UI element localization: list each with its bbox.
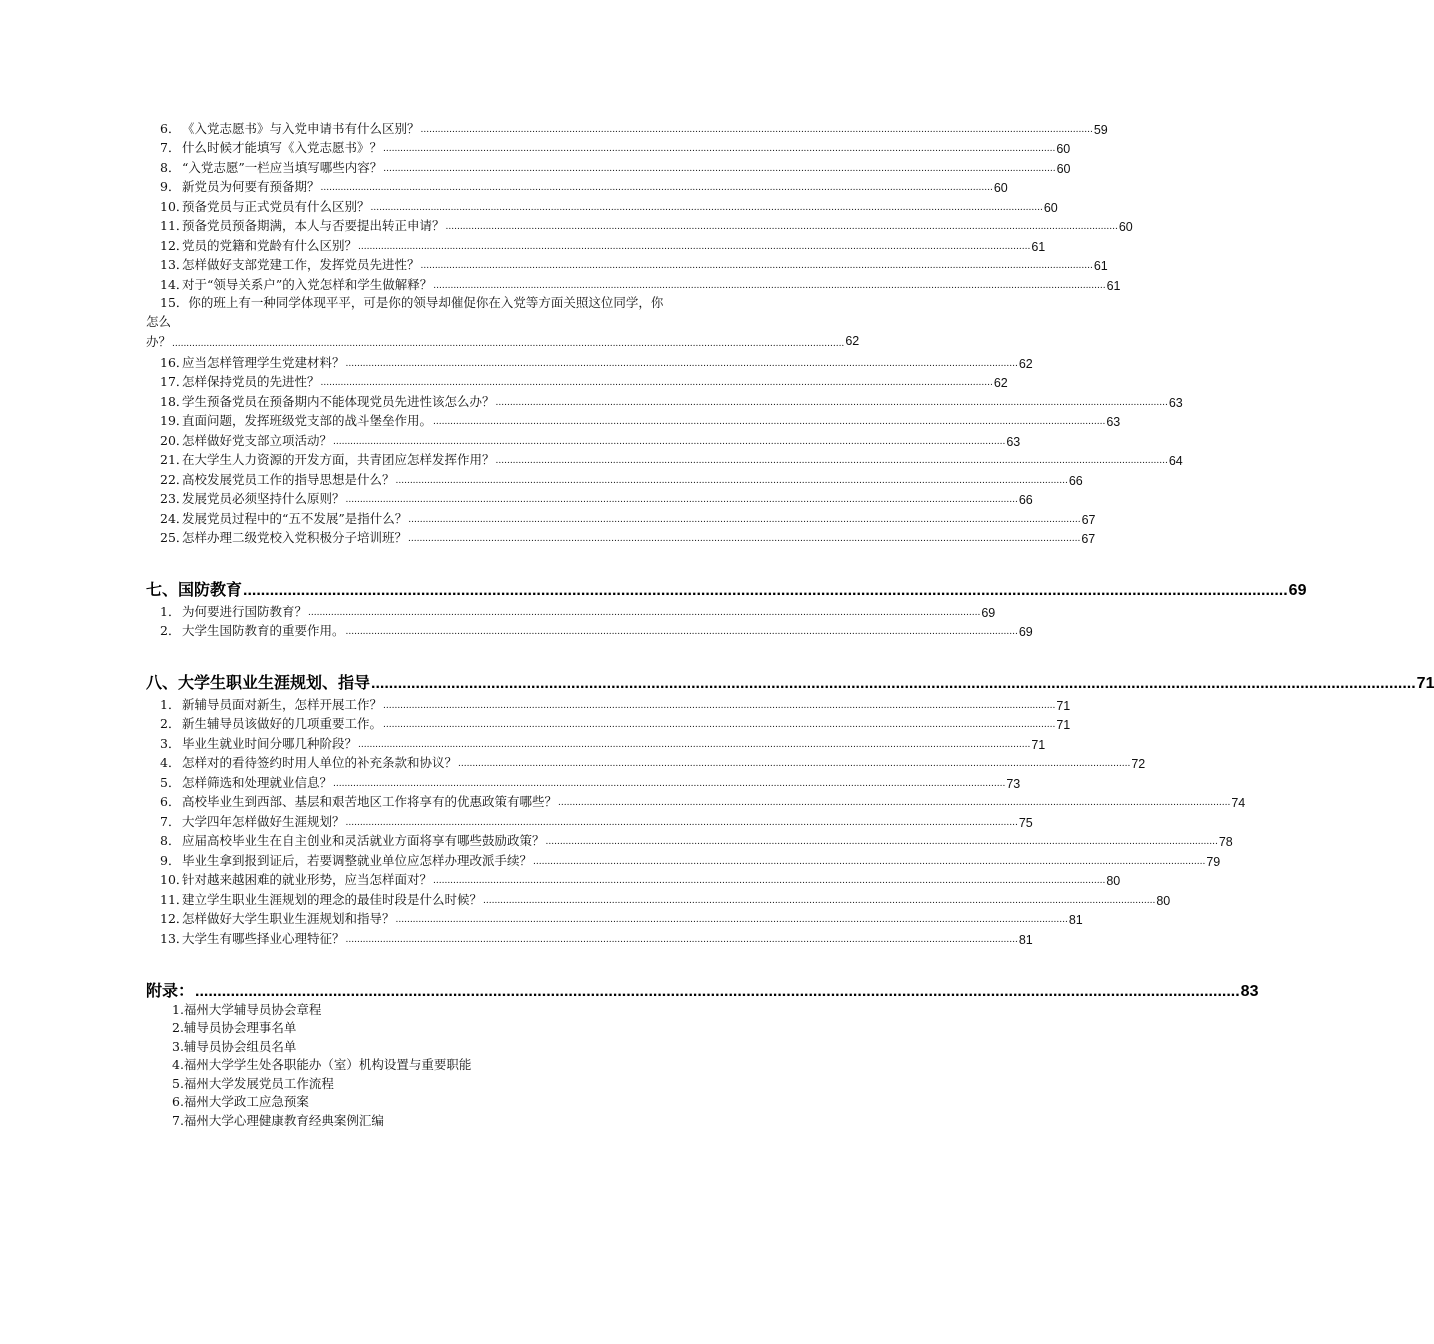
toc-entry[interactable] <box>146 488 1033 508</box>
leader-dots: ........................................................................................................................................................................................................................................... <box>395 915 1068 925</box>
entry-page: 62 <box>993 376 1008 390</box>
section-heading-appendix[interactable] <box>146 977 1259 1001</box>
leader-dots: ........................................................................................................................................................................................................................................... <box>545 837 1218 847</box>
toc-entry[interactable] <box>146 410 1121 430</box>
entry-title: 为何要进行国防教育？ <box>182 603 308 619</box>
entry-title: 建立学生职业生涯规划的理念的最佳时段是什么时候？ <box>182 891 483 907</box>
entry-page: 60 <box>993 181 1008 195</box>
entry-title-line2: 怎么办？ <box>146 314 172 349</box>
table-of-contents <box>146 117 1434 1130</box>
entry-title: 新生辅导员该做好的几项重要工作。 <box>182 716 383 731</box>
entry-title: 应届高校毕业生在自主创业和灵活就业方面将享有哪些鼓励政策？ <box>182 833 545 848</box>
leader-dots: ........................................................................................................................................................................................................................................... <box>383 163 1056 174</box>
toc-entry[interactable] <box>146 468 1083 488</box>
toc-entry[interactable] <box>146 752 1146 772</box>
entry-page: 71 <box>1056 698 1071 713</box>
leader-dots: ........................................................................................................................................................................................................................................... <box>370 202 1043 213</box>
toc-entry[interactable] <box>146 600 996 620</box>
section-8-list <box>146 693 1246 947</box>
leader-dots: ........................................................................................................................................................................................................................................... <box>345 934 1018 945</box>
leader-dots: ........................................................................................................................................................................................................................................... <box>420 124 1093 135</box>
entry-number: 6． <box>160 120 181 136</box>
toc-entry[interactable] <box>146 176 1008 196</box>
entry-page: 63 <box>1168 395 1183 410</box>
toc-entry[interactable] <box>146 869 1121 889</box>
toc-entry[interactable] <box>146 620 1033 640</box>
entry-number: 6． <box>160 794 181 809</box>
entry-page: 71 <box>1031 737 1046 752</box>
entry-page: 80 <box>1156 893 1171 908</box>
entry-page: 66 <box>1018 493 1033 507</box>
toc-entry[interactable] <box>146 713 1071 733</box>
section-title: 八、大学生职业生涯规划、指导 <box>146 675 371 692</box>
entry-title: 发展党员过程中的“五不发展”是指什么？ <box>182 510 408 526</box>
entry-number: 21． <box>160 452 189 467</box>
entry-number: 9． <box>160 179 181 194</box>
entry-title: 怎样办理二级党校入党积极分子培训班？ <box>182 530 408 545</box>
toc-entry[interactable] <box>146 507 1096 527</box>
leader-dots: ........................................................................................................................................................................................................................................... <box>172 339 845 349</box>
entry-page: 67 <box>1081 512 1096 527</box>
entry-number: 11． <box>160 218 189 233</box>
entry-title: 怎样做好大学生职业生涯规划和指导？ <box>182 911 395 926</box>
toc-entry[interactable] <box>146 215 1133 235</box>
entry-number: 1． <box>160 603 181 619</box>
entry-title: 怎样对的看待签约时用人单位的补充条款和协议？ <box>182 755 458 770</box>
section-heading-7[interactable] <box>146 576 1307 600</box>
toc-entry[interactable] <box>146 927 1033 947</box>
toc-entry[interactable] <box>146 908 1083 928</box>
leader-dots: ........................................................................................................................................................................................................................................... <box>433 280 1106 291</box>
section-page: 71 <box>1416 675 1434 692</box>
entry-title: 怎样做好支部党建工作，发挥党员先进性？ <box>182 257 420 272</box>
entry-page: 60 <box>1118 220 1133 234</box>
entry-title: 怎样筛选和处理就业信息？ <box>182 774 333 790</box>
entry-number: 13． <box>160 257 189 272</box>
entry-title: 应当怎样管理学生党建材料？ <box>182 354 345 370</box>
section-page: 83 <box>1240 982 1259 1000</box>
leader-dots: ........................................................................................................................................................................................................................................... <box>558 798 1231 808</box>
section-title: 七、国防教育 <box>146 582 243 599</box>
leader-dots: ........................................................................................................................................................................................................................................... <box>195 982 1240 1000</box>
section-title: 附录： <box>146 982 195 1000</box>
entry-title: 高校毕业生到西部、基层和艰苦地区工作将享有的优惠政策有哪些？ <box>182 794 558 809</box>
entry-title: 发展党员必须坚持什么原则？ <box>182 491 345 506</box>
entry-number: 20． <box>160 432 189 448</box>
entry-number: 10． <box>160 198 189 214</box>
toc-entry[interactable] <box>146 791 1246 811</box>
leader-dots: ........................................................................................................................................................................................................................................... <box>383 720 1056 730</box>
entry-page: 66 <box>1068 473 1083 488</box>
leader-dots: ........................................................................................................................................................................................................................................... <box>483 895 1156 906</box>
toc-entry[interactable] <box>146 371 1008 391</box>
toc-entry[interactable] <box>146 254 1108 274</box>
entry-title: “入党志愿”一栏应当填写哪些内容？ <box>182 159 383 175</box>
entry-page: 60 <box>1043 200 1058 215</box>
entry-page: 80 <box>1106 874 1121 888</box>
entry-title: 毕业生就业时间分哪几种阶段？ <box>182 735 358 751</box>
appendix-item[interactable]: 2.辅导员协会理事名单 <box>172 1020 297 1035</box>
entry-number: 19． <box>160 413 189 428</box>
entry-title: 怎样保持党员的先进性？ <box>182 374 320 389</box>
entry-page: 60 <box>1056 161 1071 176</box>
entry-number: 1． <box>160 696 181 712</box>
entry-title: 在大学生人力资源的开发方面，共青团应怎样发挥作用？ <box>182 452 495 467</box>
entry-title: 什么时候才能填写《入党志愿书》？ <box>182 140 383 155</box>
entry-title: 大学四年怎样做好生涯规划？ <box>182 813 345 829</box>
toc-entry[interactable] <box>146 390 1183 410</box>
toc-entry[interactable] <box>146 156 1071 176</box>
entry-page: 61 <box>1093 259 1108 273</box>
leader-dots: ........................................................................................................................................................................................................................................... <box>408 534 1081 544</box>
entry-page: 81 <box>1068 913 1083 927</box>
leader-dots: ........................................................................................................................................................................................................................................... <box>320 378 993 388</box>
entry-page: 81 <box>1018 932 1033 947</box>
entry-title-line1: 你的班上有一种同学体现平平，可是你的领导却催促你在入党等方面关照这位同学，你 <box>188 294 664 310</box>
appendix-item[interactable]: 5.福州大学发展党员工作流程 <box>172 1075 334 1091</box>
toc-entry[interactable] <box>146 117 1108 137</box>
toc-entry[interactable] <box>146 693 1071 713</box>
appendix-item[interactable]: 6.福州大学政工应急预案 <box>172 1094 309 1109</box>
entry-number: 17． <box>160 374 189 389</box>
entry-page: 72 <box>1131 757 1146 771</box>
entry-page: 73 <box>1006 776 1021 791</box>
leader-dots: ........................................................................................................................................................................................................................................... <box>383 144 1056 154</box>
entry-page: 75 <box>1018 815 1033 830</box>
entry-number: 11． <box>160 891 189 907</box>
entry-number: 2． <box>160 716 181 731</box>
section-heading-8[interactable] <box>146 669 1434 693</box>
entry-number: 3． <box>160 735 181 751</box>
toc-entry[interactable] <box>146 429 1021 449</box>
leader-dots: ........................................................................................................................................................................................................................................... <box>345 817 1018 828</box>
entry-title: 学生预备党员在预备期内不能体现党员先进性该怎么办？ <box>182 393 495 409</box>
appendix-list <box>146 1001 805 1131</box>
leader-dots: ........................................................................................................................................................................................................................................... <box>308 607 981 618</box>
leader-dots: ........................................................................................................................................................................................................................................... <box>345 495 1018 505</box>
entry-number: 16． <box>160 354 189 370</box>
entry-title: 大学生国防教育的重要作用。 <box>182 623 345 638</box>
entry-title: 怎样做好党支部立项活动？ <box>182 432 333 448</box>
entry-title: 大学生有哪些择业心理特征？ <box>182 930 345 946</box>
entry-number: 25． <box>160 530 189 545</box>
entry-title: 新党员为何要有预备期？ <box>182 179 320 194</box>
appendix-item[interactable]: 1.福州大学辅导员协会章程 <box>172 1001 322 1017</box>
appendix-item[interactable]: 3.辅导员协会组员名单 <box>172 1038 297 1054</box>
leader-dots: ........................................................................................................................................................................................................................................... <box>458 759 1131 769</box>
toc-entry[interactable] <box>146 351 1033 371</box>
appendix-item[interactable]: 4.福州大学学生处各职能办（室）机构设置与重要职能 <box>172 1057 472 1072</box>
section-6-list <box>146 117 1133 293</box>
entry-page: 69 <box>981 605 996 620</box>
entry-number: 22． <box>160 471 189 487</box>
leader-dots: ........................................................................................................................................................................................................................................... <box>420 261 1093 271</box>
entry-page: 79 <box>1206 854 1221 869</box>
toc-entry[interactable] <box>146 273 1121 293</box>
leader-dots: ........................................................................................................................................................................................................................................... <box>358 739 1031 750</box>
entry-title: 党员的党籍和党龄有什么区别？ <box>182 237 358 253</box>
entry-page: 62 <box>1018 356 1033 371</box>
entry-title: 预备党员预备期满，本人与否要提出转正申请？ <box>182 218 445 233</box>
entry-number: 10． <box>160 872 189 887</box>
entry-number: 15． <box>160 294 189 310</box>
toc-entry[interactable] <box>146 732 1046 752</box>
entry-number: 9． <box>160 852 181 868</box>
entry-page: 78 <box>1218 835 1233 849</box>
leader-dots: ........................................................................................................................................................................................................................................... <box>495 397 1168 408</box>
leader-dots: ........................................................................................................................................................................................................................................... <box>358 241 1031 252</box>
appendix-item[interactable]: 7.福州大学心理健康教育经典案例汇编 <box>172 1112 384 1128</box>
entry-title: 毕业生拿到报到证后，若要调整就业单位应怎样办理改派手续？ <box>182 852 533 868</box>
toc-entry[interactable] <box>146 527 1096 547</box>
leader-dots: ........................................................................................................................................................................................................................................... <box>243 582 1288 599</box>
leader-dots: ........................................................................................................................................................................................................................................... <box>533 856 1206 867</box>
entry-number: 5． <box>160 774 181 790</box>
entry-page: 63 <box>1106 415 1121 429</box>
leader-dots: ........................................................................................................................................................................................................................................... <box>320 183 993 193</box>
entry-number: 18． <box>160 393 189 409</box>
entry-number: 8． <box>160 159 181 175</box>
leader-dots: ........................................................................................................................................................................................................................................... <box>345 358 1018 369</box>
entry-title: 高校发展党员工作的指导思想是什么？ <box>182 471 395 487</box>
leader-dots: ........................................................................................................................................................................................................................................... <box>408 514 1081 525</box>
leader-dots: ........................................................................................................................................................................................................................................... <box>495 456 1168 466</box>
entry-page: 61 <box>1031 239 1046 254</box>
toc-entry[interactable] <box>146 810 1033 830</box>
entry-number: 7． <box>160 140 181 155</box>
entry-title: 新辅导员面对新生，怎样开展工作？ <box>182 696 383 712</box>
entry-number: 12． <box>160 911 189 926</box>
toc-entry[interactable] <box>146 195 1058 215</box>
section-page: 69 <box>1288 582 1307 599</box>
leader-dots: ........................................................................................................................................................................................................................................... <box>371 675 1416 692</box>
entry-page: 61 <box>1106 278 1121 293</box>
entry-number: 4． <box>160 755 181 770</box>
section-7-list <box>146 600 1033 639</box>
entry-number: 8． <box>160 833 181 848</box>
entry-number: 2． <box>160 623 181 638</box>
entry-number: 23． <box>160 491 189 506</box>
entry-title: 针对越来越困难的就业形势，应当怎样面对？ <box>182 872 433 887</box>
toc-entry-15[interactable] <box>146 293 860 352</box>
leader-dots: ........................................................................................................................................................................................................................................... <box>345 627 1018 637</box>
toc-entry[interactable] <box>146 849 1221 869</box>
entry-title: 《入党志愿书》与入党申请书有什么区别？ <box>182 120 420 136</box>
entry-number: 14． <box>160 276 189 292</box>
entry-page: 60 <box>1056 142 1071 156</box>
toc-entry[interactable] <box>146 771 1021 791</box>
toc-entry[interactable] <box>146 830 1233 850</box>
leader-dots: ........................................................................................................................................................................................................................................... <box>333 778 1006 789</box>
entry-page: 71 <box>1056 718 1071 732</box>
toc-entry[interactable] <box>146 137 1071 157</box>
leader-dots: ........................................................................................................................................................................................................................................... <box>383 700 1056 711</box>
entry-page: 64 <box>1168 454 1183 468</box>
leader-dots: ........................................................................................................................................................................................................................................... <box>445 222 1118 232</box>
toc-entry[interactable] <box>146 888 1171 908</box>
entry-title: 直面问题，发挥班级党支部的战斗堡垒作用。 <box>182 413 433 428</box>
leader-dots: ........................................................................................................................................................................................................................................... <box>395 475 1068 486</box>
entry-page: 62 <box>845 333 860 348</box>
entry-title: 对于“领导关系户”的入党怎样和学生做解释？ <box>182 276 433 292</box>
leader-dots: ........................................................................................................................................................................................................................................... <box>333 436 1006 447</box>
leader-dots: ........................................................................................................................................................................................................................................... <box>433 417 1106 427</box>
entry-page: 69 <box>1018 625 1033 639</box>
section-6-list-continued <box>146 351 1183 546</box>
entry-number: 24． <box>160 510 189 526</box>
toc-entry[interactable] <box>146 234 1046 254</box>
entry-page: 74 <box>1231 796 1246 810</box>
toc-entry[interactable] <box>146 449 1183 469</box>
entry-page: 59 <box>1093 122 1108 137</box>
entry-number: 7． <box>160 813 181 829</box>
entry-title: 预备党员与正式党员有什么区别？ <box>182 198 370 214</box>
entry-number: 13． <box>160 930 189 946</box>
entry-page: 63 <box>1006 434 1021 449</box>
leader-dots: ........................................................................................................................................................................................................................................... <box>433 876 1106 886</box>
entry-page: 67 <box>1081 532 1096 546</box>
entry-number: 12． <box>160 237 189 253</box>
